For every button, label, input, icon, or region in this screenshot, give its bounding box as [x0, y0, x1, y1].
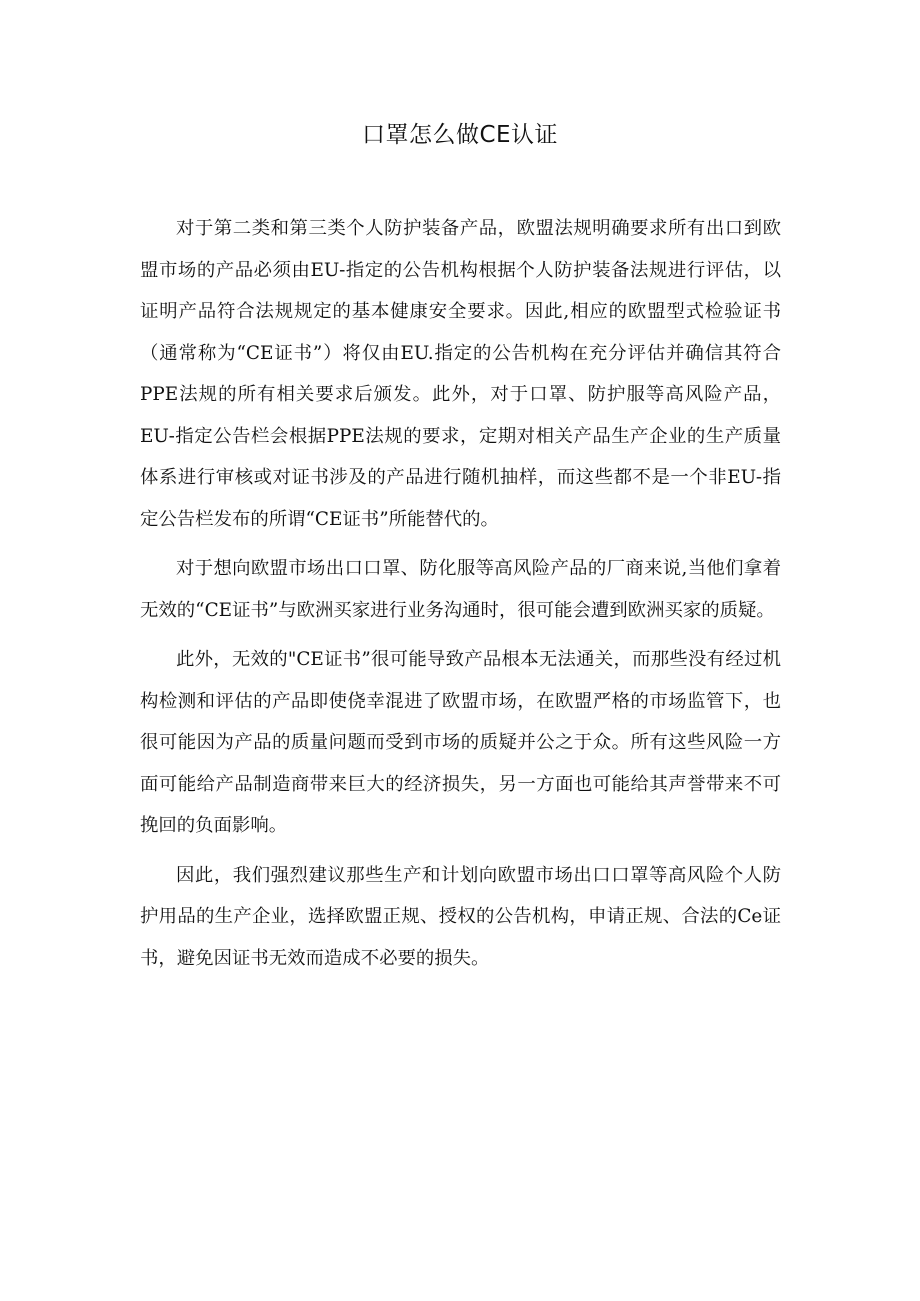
- paragraph-2: 对于想向欧盟市场出口口罩、防化服等高风险产品的厂商来说,当他们拿着无效的“CE证书”与欧洲买家进行业务沟通时，很可能会遭到欧洲买家的质疑。: [140, 558, 781, 621]
- page-title: 口罩怎么做CE认证: [361, 122, 559, 148]
- paragraph-1: 对于第二类和第三类个人防护装备产品，欧盟法规明确要求所有出口到欧盟市场的产品必须由EU-指定的公告机构根据个人防护装备法规进行评估，以证明产品符合法规规定的基本健康安全要求。因此,相应的欧盟型式检验证书（通常称为“CE证书”）将仅由EU.指定的公告机构在充分评估并确信其符合PPE法规的所有相关要求后颁发。此外，对于口罩、防护服等高风险产品，EU-指定公告栏会根据PPE法规的要求，定期对相关产品生产企业的生产质量体系进行审核或对证书涉及的产品进行随机抽样，而这些都不是一个非EU-指定公告栏发布的所谓“CE证书”所能替代的。: [140, 218, 781, 530]
- paragraph-3: 此外，无效的"CE证书”很可能导致产品根本无法通关，而那些没有经过机构检测和评估的产品即使侥幸混进了欧盟市场，在欧盟严格的市场监管下，也很可能因为产品的质量问题而受到市场的质疑并公之于众。所有这些风险一方面可能给产品制造商带来巨大的经济损失，另一方面也可能给其声誉带来不可挽回的负面影响。: [140, 649, 781, 836]
- paragraph-4: 因此，我们强烈建议那些生产和计划向欧盟市场出口口罩等高风险个人防护用品的生产企业，选择欧盟正规、授权的公告机构，申请正规、合法的Ce证书，避免因证书无效而造成不必要的损失。: [140, 864, 781, 969]
- document-body: [140, 208, 781, 987]
